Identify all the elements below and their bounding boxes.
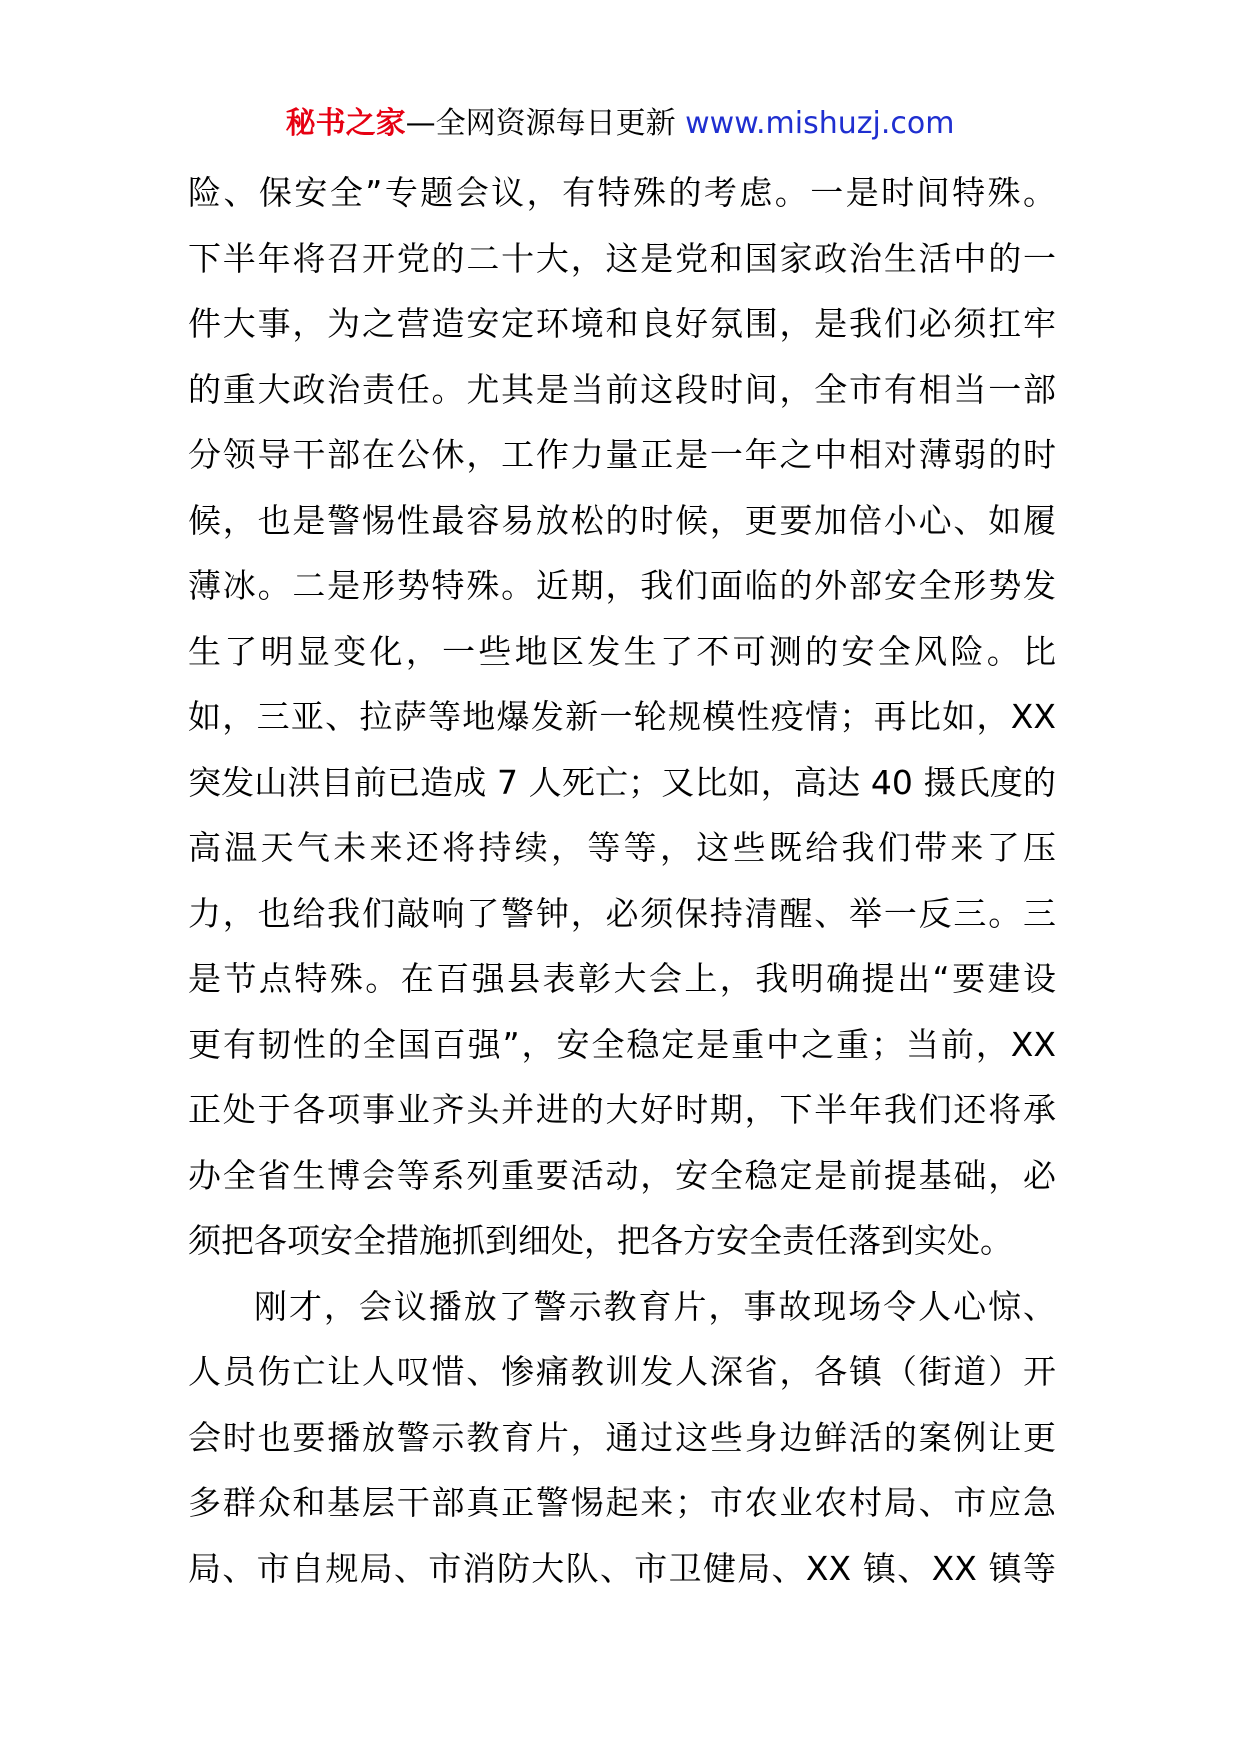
text-line: 生了明显变化，一些地区发生了不可测的安全风险。比 <box>188 631 1056 671</box>
text-line: 正处于各项事业齐头并进的大好时期，下半年我们还将承 <box>188 1090 1056 1129</box>
text-line: 下半年将召开党的二十大，这是党和国家政治生活中的一 <box>188 238 1056 278</box>
text-line: 局、市自规局、市消防大队、市卫健局、XX 镇、XX 镇等 <box>188 1548 1056 1588</box>
site-header <box>0 100 1240 148</box>
text-line: 办全省生博会等系列重要活动，安全稳定是前提基础，必 <box>188 1155 1056 1195</box>
text-line: 力，也给我们敲响了警钟，必须保持清醒、举一反三。三 <box>188 893 1056 933</box>
text-line: 多群众和基层干部真正警惕起来；市农业农村局、市应急 <box>188 1483 1056 1522</box>
site-brand: 秘书之家 <box>285 106 406 141</box>
text-line: 件大事，为之营造安定环境和良好氛围，是我们必须扛牢 <box>188 304 1056 343</box>
document-body <box>188 160 1056 1601</box>
text-line: 更有韧性的全国百强”，安全稳定是重中之重；当前，XX <box>188 1024 1056 1064</box>
text-line: 分领导干部在公休，工作力量正是一年之中相对薄弱的时 <box>188 435 1056 474</box>
text-line-paragraph-end: 须把各项安全措施抓到细处，把各方安全责任落到实处。 <box>188 1221 1013 1260</box>
text-line: 高温天气未来还将持续，等等，这些既给我们带来了压 <box>188 828 1056 867</box>
text-line: 人员伤亡让人叹惜、惨痛教训发人深省，各镇（街道）开 <box>188 1352 1056 1391</box>
site-tagline: —全网资源每日更新 <box>405 106 686 141</box>
text-line: 候，也是警惕性最容易放松的时候，更要加倍小心、如履 <box>188 500 1056 540</box>
text-line: 会时也要播放警示教育片，通过这些身边鲜活的案例让更 <box>188 1417 1056 1457</box>
text-line-paragraph-start: 刚才，会议播放了警示教育片，事故现场令人心惊、 <box>254 1286 1056 1326</box>
text-line: 的重大政治责任。尤其是当前这段时间，全市有相当一部 <box>188 369 1056 409</box>
site-url-link[interactable]: www.mishuzj.com <box>685 106 955 141</box>
text-line: 是节点特殊。在百强县表彰大会上，我明确提出“要建设 <box>188 959 1056 998</box>
text-line: 突发山洪目前已造成 7 人死亡；又比如，高达 40 摄氏度的 <box>188 762 1056 802</box>
text-line: 如，三亚、拉萨等地爆发新一轮规模性疫情；再比如，XX <box>188 697 1056 736</box>
text-line: 险、保安全”专题会议，有特殊的考虑。一是时间特殊。 <box>188 173 1056 212</box>
text-line: 薄冰。二是形势特殊。近期，我们面临的外部安全形势发 <box>188 566 1056 605</box>
